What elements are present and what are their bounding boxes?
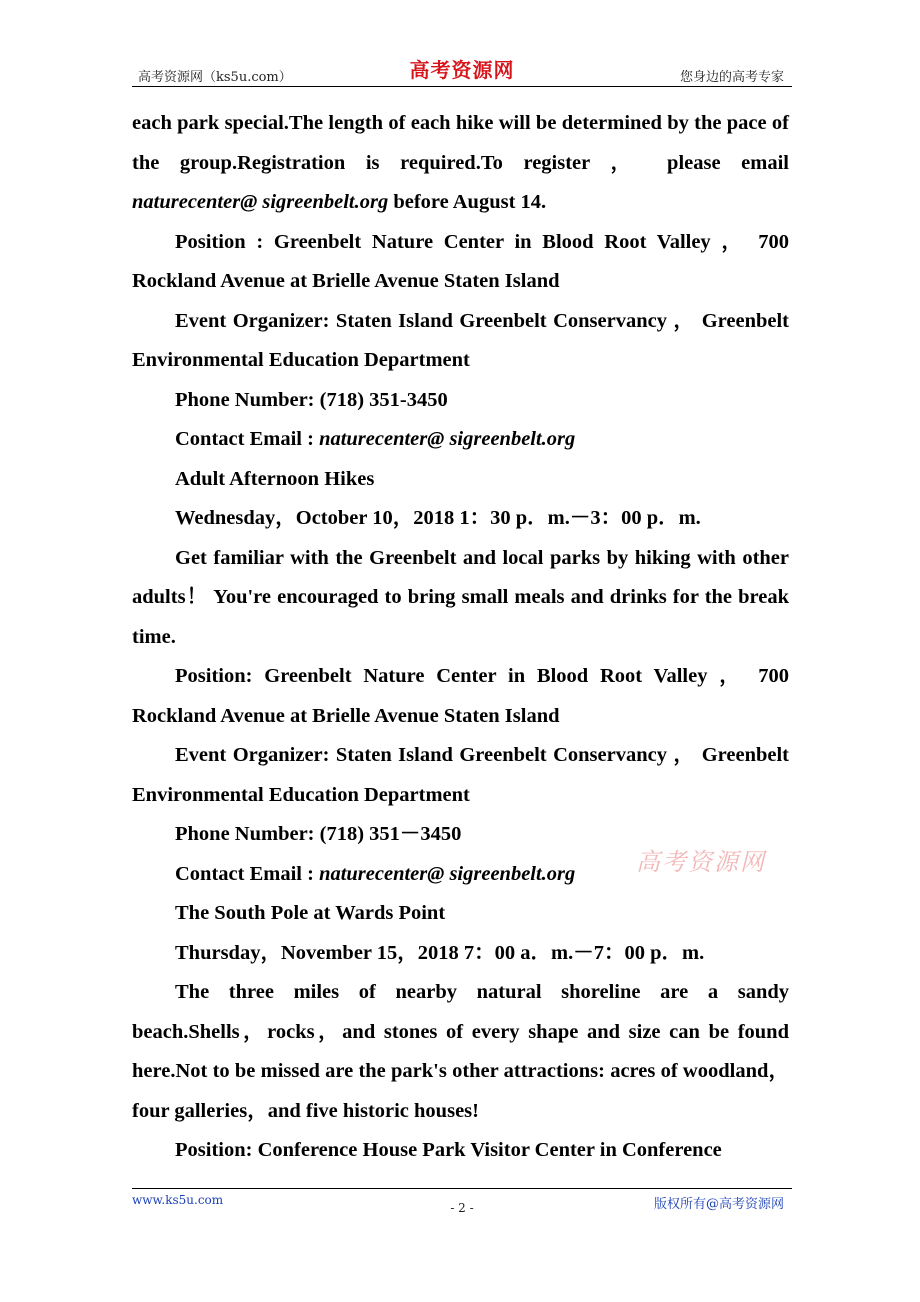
organizer-2: Event Organizer: Staten Island Greenbelt Conservancy ， Greenbelt Environmental Education Department [132, 744, 789, 806]
position-2: Position: Greenbelt Nature Center in Blood Root Valley ， 700 Rockland Avenue at Brielle Avenue Staten Island [132, 665, 789, 727]
position-3: Position: Conference House Park Visitor Center in Conference [175, 1139, 722, 1161]
contact-email: naturecenter@ sigreenbelt.org [319, 862, 576, 885]
page-header [132, 52, 792, 87]
header-slogan: 您身边的高考专家 [679, 70, 784, 85]
event-title-south-pole: The South Pole at Wards Point [175, 902, 446, 924]
event-date-adult-hikes: Wednesday，October 10，2018 1：30 p．m.－3：00 p．m. [175, 507, 701, 529]
contact-label: Contact Email : [175, 428, 320, 450]
phone-1: Phone Number: (718) 351-3450 [175, 388, 448, 411]
footer-website-link[interactable]: www.ks5u.com [132, 1193, 224, 1207]
event-description-south-pole: The three miles of nearby natural shoreline are a sandy beach.Shells，rocks，and stones of every shape and size can be found here.Not to be missed are the park's other attractions: acres of woodland，four galleries，and five historic houses! [132, 981, 789, 1122]
contact-label: Contact Email : [175, 862, 320, 885]
phone-2: Phone Number: (718) 351－3450 [175, 823, 462, 845]
organizer-1: Event Organizer: Staten Island Greenbelt Conservancy ， Greenbelt Environmental Education Department [132, 309, 789, 371]
contact-email: naturecenter@ sigreenbelt.org [319, 428, 576, 450]
page-footer [132, 1188, 792, 1219]
registration-deadline: before August 14. [388, 191, 547, 213]
footer-copyright: 版权所有@高考资源网 [653, 1197, 784, 1212]
event-description-adult-hikes: Get familiar with the Greenbelt and local parks by hiking with other adults！ You're encouraged to bring small meals and drinks for the break time. [132, 546, 789, 648]
registration-text: each park special.The length of each hike will be determined by the pace of the group.Registration is required.To register ， please email [132, 112, 789, 174]
page-number: - 2 - [450, 1201, 474, 1215]
header-logo: 高考资源网 [409, 58, 515, 82]
event-date-south-pole: Thursday，November 15，2018 7：00 a．m.－7：00 p．m. [175, 941, 705, 964]
event-title-adult-hikes: Adult Afternoon Hikes [175, 467, 375, 490]
registration-email: naturecenter@ sigreenbelt.org [132, 191, 389, 213]
paragraph-registration [132, 104, 789, 223]
contact-1 [132, 420, 789, 460]
position-1: Position : Greenbelt Nature Center in Blood Root Valley ， 700 Rockland Avenue at Brielle Avenue Staten Island [132, 230, 789, 292]
watermark: 高考资源网 [636, 848, 766, 876]
document-body [132, 104, 789, 1171]
header-site-name: 高考资源网（ks5u.com） [138, 70, 292, 85]
